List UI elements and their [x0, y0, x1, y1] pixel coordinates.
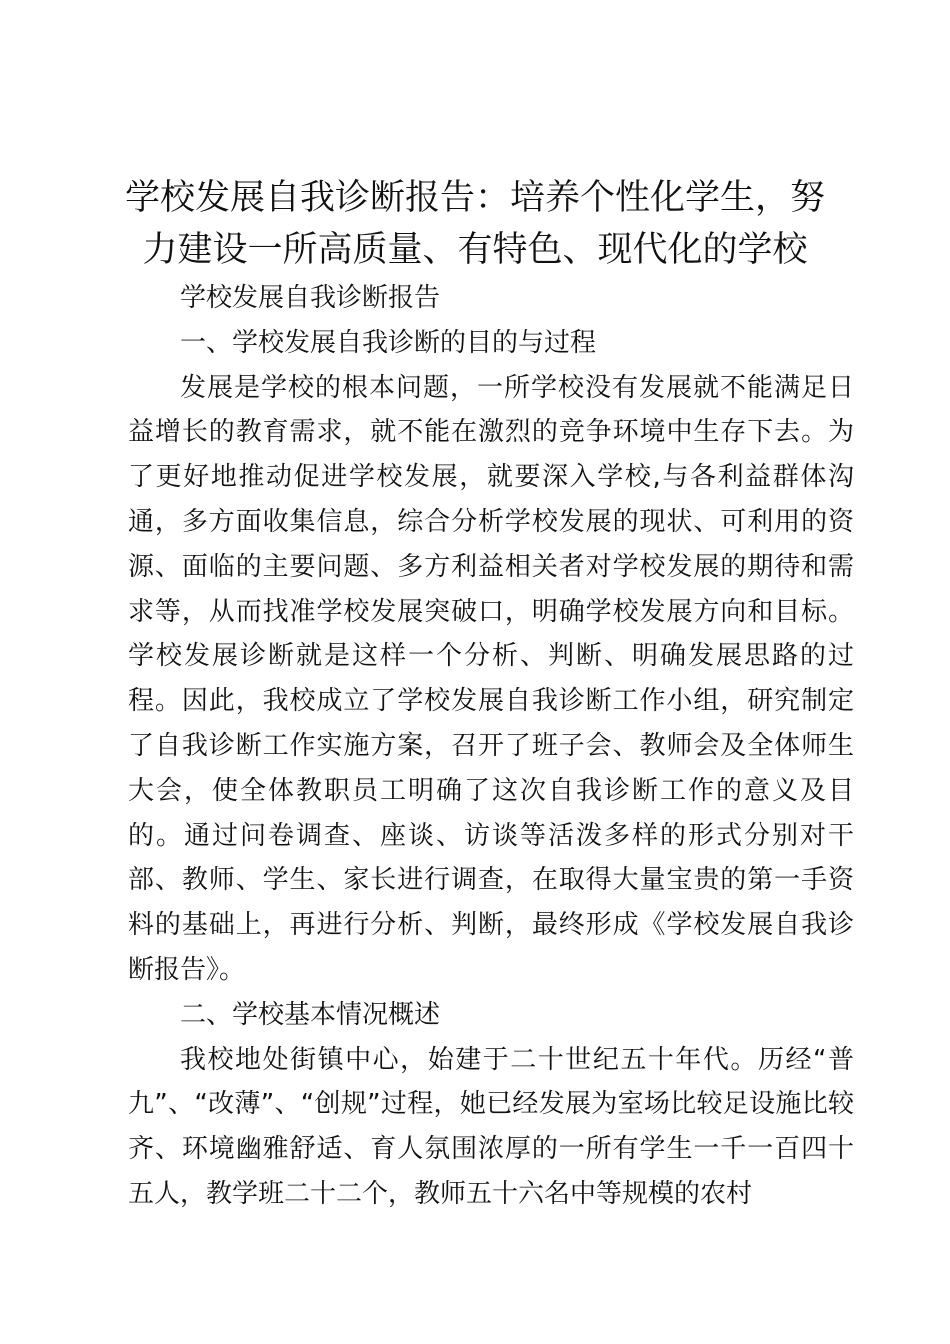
report-subtitle: 学校发展自我诊断报告	[180, 283, 441, 313]
document-body	[128, 276, 854, 1217]
document-title: 学校发展自我诊断报告：培养个性化学生，努力建设一所高质量、有特色、现代化的学校	[124, 178, 825, 270]
section-1-paragraph: 发展是学校的根本问题，一所学校没有发展就不能满足日益增长的教育需求，就不能在激烈的竞争环境中生存下去。为了更好地推动促进学校发展，就要深入学校,与各利益群体沟通，多方面收集信息，综合分析学校发展的现状、可利用的资源、面临的主要问题、多方利益相关者对学校发展的期待和需求等，从而找准学校发展突破口，明确学校发展方向和目标。学校发展诊断就是这样一个分析、判断、明确发展思路的过程。因此，我校成立了学校发展自我诊断工作小组，研究制定了自我诊断工作实施方案，召开了班子会、教师会及全体师生大会，使全体教职员工明确了这次自我诊断工作的意义及目的。通过问卷调查、座谈、访谈等活泼多样的形式分别对干部、教师、学生、家长进行调查，在取得大量宝贵的第一手资料的基础上，再进行分析、判断，最终形成《学校发展自我诊断报告》。	[128, 372, 854, 985]
section-heading-1: 一、学校发展自我诊断的目的与过程	[180, 327, 597, 358]
section-heading-2: 二、学校基本情况概述	[180, 999, 441, 1030]
section-2-paragraph: 我校地处街镇中心，始建于二十世纪五十年代。历经“普九”、“改薄”、“创规”过程，她已经发展为室场比较足设施比较齐、环境幽雅舒适、育人氛围浓厚的一所有学生一千一百四十五人，教学班二十二个，教师五十六名中等规模的农村	[128, 1044, 854, 1209]
